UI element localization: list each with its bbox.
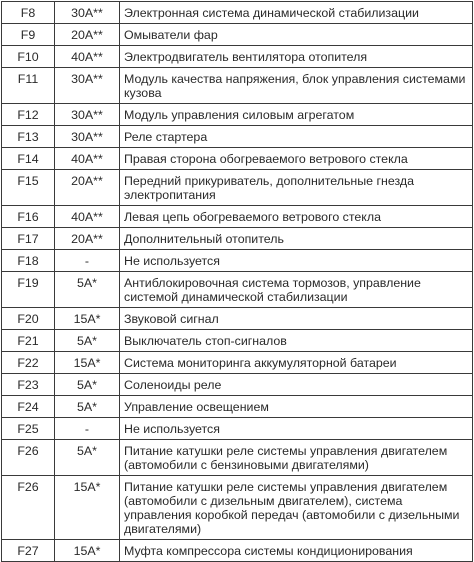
fuse-description-cell <box>120 352 473 374</box>
table-row <box>2 308 473 330</box>
fuse-rating-cell <box>55 330 120 352</box>
fuse-number-text: F20 <box>17 312 39 326</box>
fuse-description-text: Питание катушки реле системы управления двигателем (автомобили с дизельным двигателем), система управления коробкой передач (автомобили с дизельными двигателями) <box>124 480 460 536</box>
fuse-rating-text: - <box>84 422 90 436</box>
table-row <box>2 2 473 24</box>
fuse-number-text: F13 <box>17 130 39 144</box>
fuse-rating-cell <box>55 272 120 308</box>
fuse-description-cell <box>120 46 473 68</box>
fuse-description-cell <box>120 68 473 104</box>
fuse-description-text: Омыватели фар <box>124 28 218 42</box>
fuse-number-cell <box>2 308 55 330</box>
fuse-description-cell <box>120 206 473 228</box>
fuse-rating-text: 40A** <box>71 50 103 64</box>
fuse-number-text: F21 <box>17 334 39 348</box>
fuse-rating-text: 20A** <box>71 174 103 188</box>
table-row <box>2 272 473 308</box>
fuse-description-text: Не используется <box>124 422 220 436</box>
fuse-description-text: Правая сторона обогреваемого ветрового стекла <box>124 152 408 166</box>
fuse-number-text: F8 <box>20 6 36 20</box>
fuse-description-cell <box>120 170 473 206</box>
fuse-rating-cell <box>55 352 120 374</box>
fuse-number-cell <box>2 272 55 308</box>
fuse-number-text: F18 <box>17 254 39 268</box>
fuse-description-cell <box>120 250 473 272</box>
fuse-number-cell <box>2 396 55 418</box>
fuse-description-cell <box>120 148 473 170</box>
fuse-description-cell <box>120 104 473 126</box>
table-row <box>2 250 473 272</box>
table-row <box>2 440 473 476</box>
fuse-description-cell <box>120 330 473 352</box>
fuse-rating-text: 5A* <box>77 400 97 414</box>
fuse-description-cell <box>120 418 473 440</box>
fuse-rating-cell <box>55 250 120 272</box>
fuse-description-text: Муфта компрессора системы кондиционирования <box>124 544 413 558</box>
table-row <box>2 24 473 46</box>
fuse-rating-text: 15A* <box>73 480 101 494</box>
fuse-description-text: Левая цепь обогреваемого ветрового стекла <box>124 210 381 224</box>
fuse-number-text: F16 <box>17 210 39 224</box>
fuse-description-text: Управление освещением <box>124 400 269 414</box>
fuse-rating-text: 30A** <box>71 72 103 86</box>
fuse-description-cell <box>120 272 473 308</box>
fuse-rating-cell <box>55 148 120 170</box>
fuse-rating-cell <box>55 104 120 126</box>
fuse-description-cell <box>120 396 473 418</box>
fuse-description-cell <box>120 476 473 540</box>
table-row <box>2 374 473 396</box>
fuse-description-cell <box>120 24 473 46</box>
fuse-number-text: F19 <box>17 276 39 290</box>
fuse-rating-text: 20A** <box>71 232 103 246</box>
fuse-description-text: Выключатель стоп-сигналов <box>124 334 287 348</box>
fuse-number-text: F9 <box>20 28 36 42</box>
fuse-rating-text: 15A* <box>73 544 101 558</box>
table-row <box>2 418 473 440</box>
fuse-number-text: F17 <box>17 232 39 246</box>
fuse-rating-cell <box>55 540 120 562</box>
fuse-description-text: Электродвигатель вентилятора отопителя <box>124 50 368 64</box>
fuse-number-text: F22 <box>17 356 39 370</box>
fuse-rating-cell <box>55 2 120 24</box>
table-row <box>2 228 473 250</box>
fuse-description-text: Звуковой сигнал <box>124 312 219 326</box>
fuse-description-text: Передний прикуриватель, дополнительные гнезда электропитания <box>124 174 414 202</box>
fuse-rating-cell <box>55 396 120 418</box>
fuse-description-text: Соленоиды реле <box>124 378 222 392</box>
fuse-rating-text: 30A** <box>71 130 103 144</box>
fuse-number-cell <box>2 228 55 250</box>
table-row <box>2 330 473 352</box>
fuse-number-cell <box>2 440 55 476</box>
fuse-description-text: Электронная система динамической стабилизации <box>124 6 419 20</box>
fuse-number-text: F23 <box>17 378 39 392</box>
fuse-rating-text: 5A* <box>77 276 97 290</box>
fuse-rating-cell <box>55 206 120 228</box>
fuse-rating-cell <box>55 476 120 540</box>
table-row <box>2 206 473 228</box>
fuse-rating-text: 30A** <box>71 108 103 122</box>
fuse-description-text: Антиблокировочная система тормозов, управление системой динамической стабилизации <box>124 276 421 304</box>
fuse-rating-text: 40A** <box>71 210 103 224</box>
table-row <box>2 396 473 418</box>
fuse-rating-text: 5A* <box>77 334 97 348</box>
fuse-rating-text: 20A** <box>71 28 103 42</box>
table-row <box>2 148 473 170</box>
fuse-description-cell <box>120 126 473 148</box>
fuse-number-text: F10 <box>17 50 39 64</box>
fuse-number-cell <box>2 24 55 46</box>
fuse-number-cell <box>2 68 55 104</box>
fuse-number-cell <box>2 148 55 170</box>
fuse-number-cell <box>2 418 55 440</box>
fuse-number-text: F27 <box>17 544 39 558</box>
fuse-rating-cell <box>55 24 120 46</box>
fuse-description-cell <box>120 308 473 330</box>
fuse-description-text: Дополнительный отопитель <box>124 232 284 246</box>
fuse-table-body <box>2 2 473 562</box>
fuse-number-cell <box>2 126 55 148</box>
table-row <box>2 46 473 68</box>
table-row <box>2 126 473 148</box>
fuse-description-text: Питание катушки реле системы управления двигателем (автомобили с бензиновыми двигателями) <box>124 444 448 472</box>
fuse-description-cell <box>120 440 473 476</box>
fuse-description-cell <box>120 374 473 396</box>
fuse-rating-cell <box>55 46 120 68</box>
fuse-description-cell <box>120 540 473 562</box>
fuse-description-text: Модуль управления силовым агрегатом <box>124 108 355 122</box>
table-row <box>2 68 473 104</box>
fuse-number-text: F12 <box>17 108 39 122</box>
fuse-rating-text: 15A* <box>73 312 101 326</box>
fuse-rating-text: 5A* <box>77 378 97 392</box>
fuse-rating-cell <box>55 126 120 148</box>
fuse-description-text: Система мониторинга аккумуляторной батареи <box>124 356 397 370</box>
fuse-rating-cell <box>55 374 120 396</box>
table-row <box>2 170 473 206</box>
table-row <box>2 476 473 540</box>
fuse-rating-cell <box>55 68 120 104</box>
fuse-number-cell <box>2 170 55 206</box>
fuse-rating-cell <box>55 440 120 476</box>
fuse-number-cell <box>2 352 55 374</box>
fuse-number-cell <box>2 374 55 396</box>
fuse-table <box>1 1 473 562</box>
fuse-rating-text: 40A** <box>71 152 103 166</box>
table-row <box>2 104 473 126</box>
table-row <box>2 540 473 562</box>
fuse-description-text: Не используется <box>124 254 220 268</box>
fuse-rating-text: 30A** <box>71 6 103 20</box>
fuse-description-cell <box>120 228 473 250</box>
fuse-number-cell <box>2 476 55 540</box>
fuse-number-text: F26 <box>17 480 39 494</box>
fuse-rating-text: 15A* <box>73 356 101 370</box>
fuse-description-text: Модуль качества напряжения, блок управления системами кузова <box>124 72 466 100</box>
fuse-number-text: F15 <box>17 174 39 188</box>
fuse-rating-cell <box>55 170 120 206</box>
fuse-rating-cell <box>55 228 120 250</box>
table-row <box>2 352 473 374</box>
fuse-number-cell <box>2 540 55 562</box>
fuse-number-text: F26 <box>17 444 39 458</box>
fuse-rating-cell <box>55 308 120 330</box>
fuse-rating-text: - <box>84 254 90 268</box>
fuse-number-cell <box>2 46 55 68</box>
fuse-rating-text: 5A* <box>77 444 97 458</box>
fuse-number-text: F25 <box>17 422 39 436</box>
fuse-number-cell <box>2 2 55 24</box>
fuse-number-cell <box>2 250 55 272</box>
fuse-number-cell <box>2 330 55 352</box>
fuse-description-text: Реле стартера <box>124 130 208 144</box>
fuse-number-cell <box>2 206 55 228</box>
fuse-rating-cell <box>55 418 120 440</box>
fuse-number-text: F14 <box>17 152 39 166</box>
fuse-number-cell <box>2 104 55 126</box>
fuse-description-cell <box>120 2 473 24</box>
fuse-number-text: F11 <box>17 72 39 86</box>
fuse-number-text: F24 <box>17 400 39 414</box>
